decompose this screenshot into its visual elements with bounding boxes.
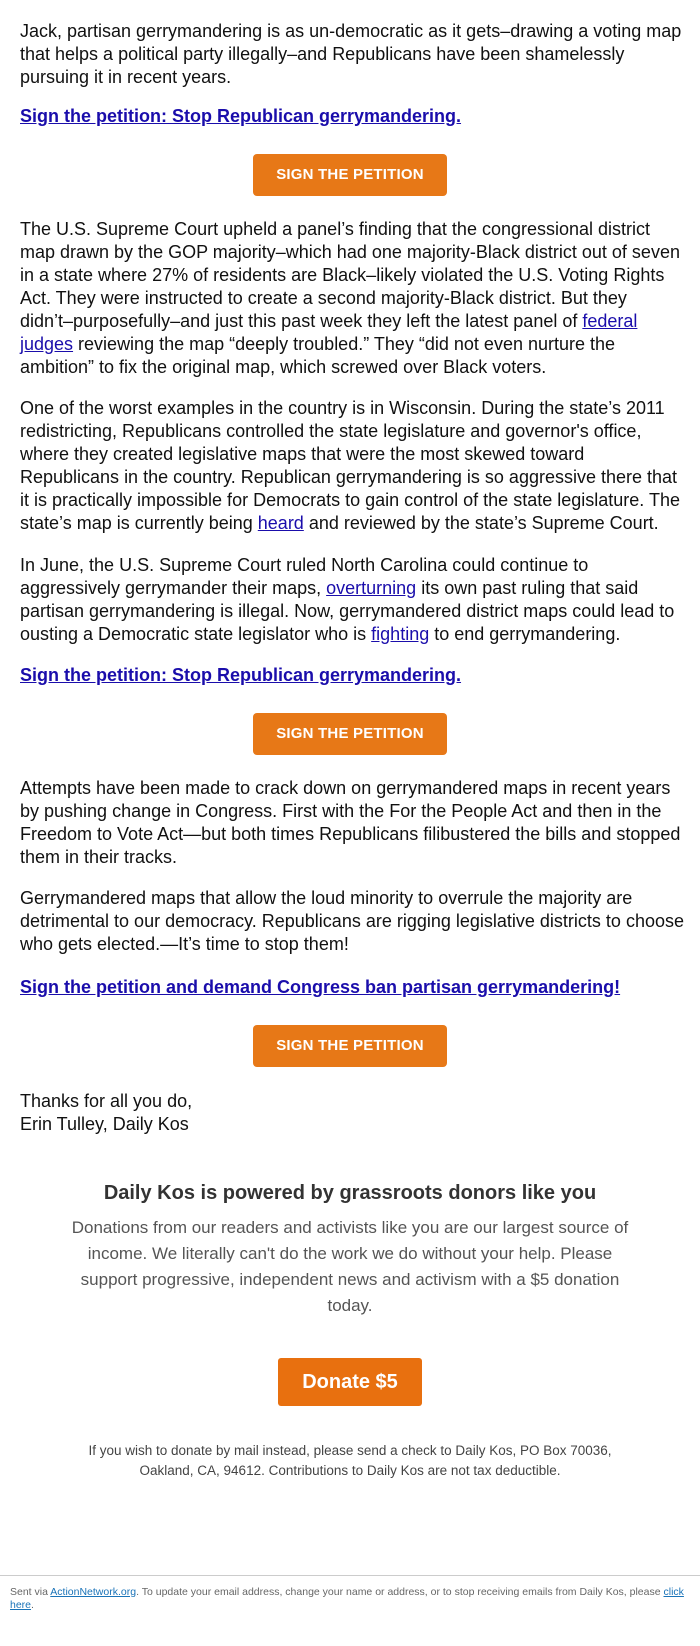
heard-link[interactable]: heard (257, 513, 304, 533)
nc-text-3: to end gerrymandering. (429, 624, 621, 644)
overturning-link[interactable]: overturning (326, 578, 417, 598)
mail-donation-text: If you wish to donate by mail instead, please send a check to Daily Kos, PO Box 70036, Oakland, CA, 94612. Contributions to Daily Kos are not tax deductible. (88, 1443, 612, 1478)
fighting-link[interactable]: fighting (371, 624, 430, 644)
footer-text: Donations from our readers and activists like you are our largest source of income. We literally can't do the work we do without your help. Please support progressive, independent news and activism with a $5 donation today. (71, 1218, 629, 1315)
wisconsin-text-1: One of the worst examples in the country is in Wisconsin. During the state’s 2011 redistricting, Republicans controlled the state legislature and governor's office, where they created legislative maps that were the most skewed toward Republicans in the country. Republican gerrymandering is so aggressive there that it is practically impossible for Democrats to gain control of the state legislature. The state’s map is currently being (20, 398, 680, 533)
signoff-line-1: Thanks for all you do, (20, 1091, 193, 1111)
nc-text-2: its own past ruling that said partisan gerrymandering is illegal. Now, gerrymandered district maps could lead to ousting a Democratic state legislator who is (20, 578, 675, 644)
petition-link-2[interactable]: Sign the petition: Stop Republican gerrymandering. (20, 665, 462, 685)
attempts-paragraph: Attempts have been made to crack down on gerrymandered maps in recent years by pushing change in Congress. First with the For the People Act and then in the Freedom to Vote Act—but both times Republicans filibustered the bills and stopped them in their tracks. (20, 778, 681, 867)
actionnetwork-link[interactable]: ActionNetwork.org (50, 1586, 137, 1598)
unsubscribe-footer (0, 1575, 700, 1612)
sign-petition-button-2[interactable]: SIGN THE PETITION (253, 713, 447, 755)
minority-paragraph: Gerrymandered maps that allow the loud minority to overrule the majority are detrimental to our democracy. Republicans are rigging legislative districts to choose who gets elected.—It’s time to stop them! (20, 888, 684, 954)
petition-link-3[interactable]: Sign the petition and demand Congress ban partisan gerrymandering! (20, 977, 621, 997)
court-text-2: reviewing the map “deeply troubled.” They “did not even nurture the ambition” to fix the original map, which screwed over Black voters. (20, 334, 616, 377)
nc-text-1: In June, the U.S. Supreme Court ruled North Carolina could continue to aggressively gerrymander their maps, (20, 555, 589, 598)
federal-judges-link[interactable]: federal judges (20, 311, 638, 354)
wisconsin-text-2: and reviewed by the state’s Supreme Court. (303, 513, 659, 533)
sign-petition-button-3[interactable]: SIGN THE PETITION (253, 1025, 447, 1067)
intro-paragraph: Jack, partisan gerrymandering is as un-democratic as it gets–drawing a voting map that helps a political party illegally–and Republicans have been shamelessly pursuing it in recent years. (20, 21, 682, 87)
petition-link-1[interactable]: Sign the petition: Stop Republican gerrymandering. (20, 106, 462, 126)
sign-petition-button-1[interactable]: SIGN THE PETITION (253, 154, 447, 196)
court-paragraph (20, 218, 684, 379)
court-text-1: The U.S. Supreme Court upheld a panel’s finding that the congressional district map drawn by the GOP majority–which had one majority-Black district out of seven in a state where 27% of residents are Black–likely violated the U.S. Voting Rights Act. They were instructed to create a second majority-Black district. But they didn’t–purposefully–and just this past week they left the latest panel of (20, 219, 680, 331)
signoff-line-2: Erin Tulley, Daily Kos (20, 1114, 189, 1134)
click-here-link[interactable]: click here (10, 1586, 684, 1611)
footer-title: Daily Kos is powered by grassroots donors like you (103, 1182, 597, 1204)
period-text: . (31, 1599, 34, 1611)
update-text: . To update your email address, change your name or address, or to stop receiving emails from Daily Kos, please (136, 1586, 664, 1598)
wisconsin-paragraph (20, 397, 684, 535)
sent-via-text: Sent via (10, 1586, 51, 1598)
north-carolina-paragraph (20, 554, 684, 646)
donate-button[interactable]: Donate $5 (278, 1358, 422, 1406)
